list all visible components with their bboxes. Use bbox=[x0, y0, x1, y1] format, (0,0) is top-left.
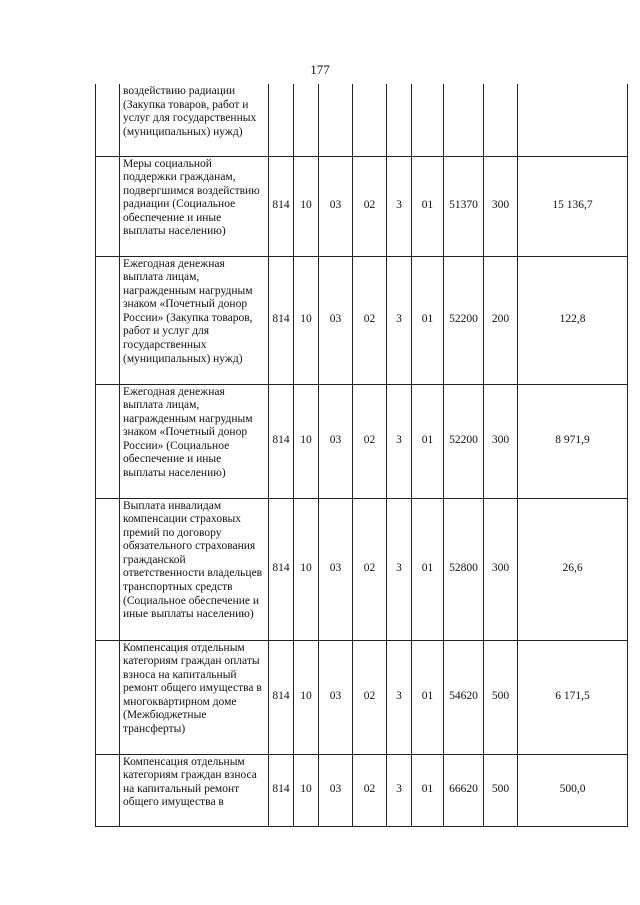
subsection-code: 03 bbox=[319, 156, 353, 256]
table-row bbox=[96, 256, 628, 384]
subprogram-code: 3 bbox=[387, 256, 412, 384]
program-code: 02 bbox=[353, 640, 387, 754]
row-name: Ежегодная денежная выплата лицам, награжденным нагрудным знаком «Почетный донор России» (Закупка товаров, работ и услуг для государственных (муниципальных) нужд) bbox=[120, 256, 269, 384]
budget-table bbox=[95, 84, 628, 827]
row-lead-cell bbox=[96, 384, 120, 498]
subprogram-code: 3 bbox=[387, 640, 412, 754]
table-row bbox=[96, 498, 628, 640]
row-name: Меры социальной поддержки гражданам, подвергшимся воздействию радиации (Социальное обеспечение и иные выплаты населению) bbox=[120, 156, 269, 256]
direction-code: 51370 bbox=[444, 156, 484, 256]
subsection-code: 03 bbox=[319, 256, 353, 384]
subsection-code: 03 bbox=[319, 640, 353, 754]
program-code: 02 bbox=[353, 256, 387, 384]
amount-value: 122,8 bbox=[518, 256, 628, 384]
row-name: воздействию радиации (Закупка товаров, работ и услуг для государственных (муниципальных) нужд) bbox=[120, 84, 269, 156]
subsection-code: 03 bbox=[319, 754, 353, 826]
expense-type-code: 500 bbox=[484, 640, 518, 754]
ministry-code: 814 bbox=[269, 256, 294, 384]
subprogram-code: 3 bbox=[387, 384, 412, 498]
row-lead-cell bbox=[96, 256, 120, 384]
section-code: 10 bbox=[294, 256, 319, 384]
row-name: Компенсация отдельным категориям граждан оплаты взноса на капитальный ремонт общего имущества в многоквартирном доме (Межбюджетные трансферты) bbox=[120, 640, 269, 754]
row-name: Выплата инвалидам компенсации страховых премий по договору обязательного страхования гражданской ответственности владельцев транспортных средств (Социальное обеспечение и иные выплаты населению) bbox=[120, 498, 269, 640]
expense-type-code: 300 bbox=[484, 156, 518, 256]
event-code: 01 bbox=[412, 256, 444, 384]
event-code: 01 bbox=[412, 498, 444, 640]
event-code: 01 bbox=[412, 384, 444, 498]
direction-code: 52800 bbox=[444, 498, 484, 640]
expense-type-code bbox=[484, 84, 518, 156]
row-lead-cell bbox=[96, 498, 120, 640]
amount-value: 8 971,9 bbox=[518, 384, 628, 498]
amount-value: 26,6 bbox=[518, 498, 628, 640]
subsection-code bbox=[319, 84, 353, 156]
event-code: 01 bbox=[412, 754, 444, 826]
section-code bbox=[294, 84, 319, 156]
direction-code: 52200 bbox=[444, 384, 484, 498]
row-lead-cell bbox=[96, 754, 120, 826]
row-name: Компенсация отдельным категориям граждан взноса на капитальный ремонт общего имущества в bbox=[120, 754, 269, 826]
direction-code bbox=[444, 84, 484, 156]
expense-type-code: 300 bbox=[484, 384, 518, 498]
ministry-code: 814 bbox=[269, 754, 294, 826]
section-code: 10 bbox=[294, 498, 319, 640]
subsection-code: 03 bbox=[319, 384, 353, 498]
event-code: 01 bbox=[412, 640, 444, 754]
event-code bbox=[412, 84, 444, 156]
subprogram-code: 3 bbox=[387, 498, 412, 640]
direction-code: 66620 bbox=[444, 754, 484, 826]
direction-code: 52200 bbox=[444, 256, 484, 384]
ministry-code: 814 bbox=[269, 156, 294, 256]
amount-value: 6 171,5 bbox=[518, 640, 628, 754]
program-code: 02 bbox=[353, 498, 387, 640]
expense-type-code: 500 bbox=[484, 754, 518, 826]
ministry-code bbox=[269, 84, 294, 156]
section-code: 10 bbox=[294, 754, 319, 826]
section-code: 10 bbox=[294, 640, 319, 754]
section-code: 10 bbox=[294, 384, 319, 498]
row-lead-cell bbox=[96, 156, 120, 256]
program-code bbox=[353, 84, 387, 156]
program-code: 02 bbox=[353, 754, 387, 826]
page-number: 177 bbox=[310, 62, 330, 77]
program-code: 02 bbox=[353, 384, 387, 498]
amount-value bbox=[518, 84, 628, 156]
row-lead-cell bbox=[96, 640, 120, 754]
ministry-code: 814 bbox=[269, 384, 294, 498]
subprogram-code: 3 bbox=[387, 754, 412, 826]
row-lead-cell bbox=[96, 84, 120, 156]
direction-code: 54620 bbox=[444, 640, 484, 754]
table-row bbox=[96, 84, 628, 156]
amount-value: 15 136,7 bbox=[518, 156, 628, 256]
table-row bbox=[96, 754, 628, 826]
subprogram-code: 3 bbox=[387, 156, 412, 256]
event-code: 01 bbox=[412, 156, 444, 256]
amount-value: 500,0 bbox=[518, 754, 628, 826]
table-row bbox=[96, 640, 628, 754]
section-code: 10 bbox=[294, 156, 319, 256]
table-row bbox=[96, 156, 628, 256]
budget-table-body bbox=[96, 84, 628, 826]
subprogram-code bbox=[387, 84, 412, 156]
ministry-code: 814 bbox=[269, 640, 294, 754]
expense-type-code: 300 bbox=[484, 498, 518, 640]
table-row bbox=[96, 384, 628, 498]
ministry-code: 814 bbox=[269, 498, 294, 640]
expense-type-code: 200 bbox=[484, 256, 518, 384]
program-code: 02 bbox=[353, 156, 387, 256]
subsection-code: 03 bbox=[319, 498, 353, 640]
row-name: Ежегодная денежная выплата лицам, награжденным нагрудным знаком «Почетный донор России» (Социальное обеспечение и иные выплаты населению) bbox=[120, 384, 269, 498]
